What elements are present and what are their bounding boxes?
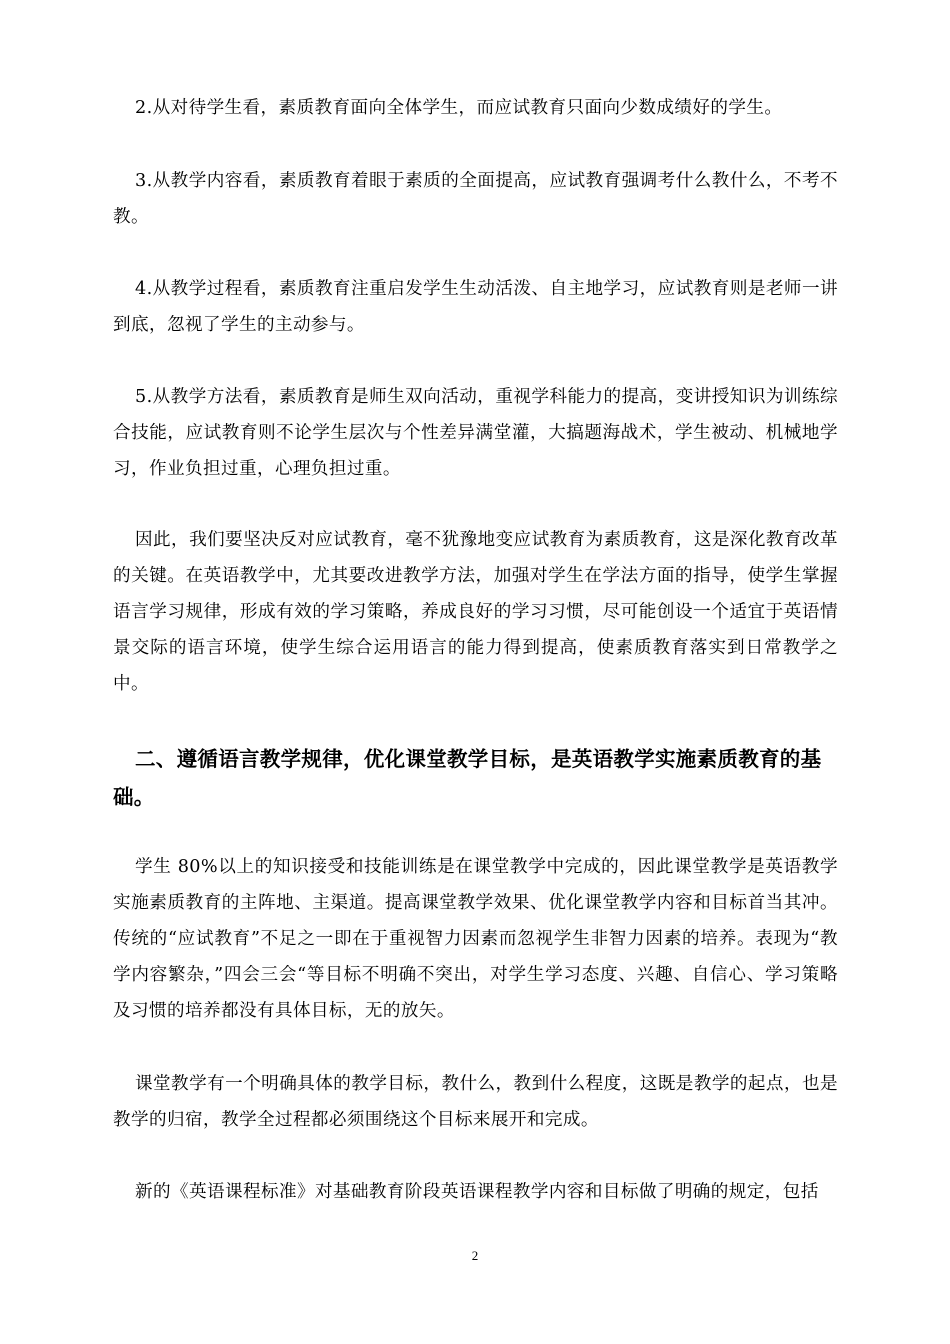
paragraph-classroom-teaching: 学生 80%以上的知识接受和技能训练是在课堂教学中完成的，因此课堂教学是英语教学实施素质教育的主阵地、主渠道。提高课堂教学效果、优化课堂教学内容和目标首当其冲。传统的“应试教育”不足之一即在于重视智力因素而忽视学生非智力因素的培养。表现为“教学内容繁杂，”四会三会“等目标不明确不突出，对学生学习态度、兴趣、自信心、学习策略及习惯的培养都没有具体目标，无的放矢。 xyxy=(113,857,838,1021)
page-number: 2 xyxy=(471,1248,479,1263)
paragraph-point-5: 5.从教学方法看，素质教育是师生双向活动，重视学科能力的提高，变讲授知识为训练综合技能，应试教育则不论学生层次与个性差异满堂灌，大搞题海战术，学生被动、机械地学习，作业负担过重，心理负担过重。 xyxy=(113,387,838,479)
paragraph-point-2: 2.从对待学生看，素质教育面向全体学生，而应试教育只面向少数成绩好的学生。 xyxy=(135,98,783,118)
paragraph-teaching-goal: 课堂教学有一个明确具体的教学目标，教什么，教到什么程度，这既是教学的起点，也是教学的归宿，教学全过程都必须围绕这个目标来展开和完成。 xyxy=(113,1074,838,1130)
paragraph-point-3: 3.从教学内容看，素质教育着眼于素质的全面提高，应试教育强调考什么教什么，不考不教。 xyxy=(113,171,838,227)
paragraph-curriculum-standard: 新的《英语课程标准》对基础教育阶段英语课程教学内容和目标做了明确的规定，包括 xyxy=(135,1182,819,1202)
section-heading: 二、遵循语言教学规律，优化课堂教学目标，是英语教学实施素质教育的基础。 xyxy=(113,747,822,809)
paragraph-conclusion: 因此，我们要坚决反对应试教育，毫不犹豫地变应试教育为素质教育，这是深化教育改革的关键。在英语教学中，尤其要改进教学方法，加强对学生在学法方面的指导，使学生掌握语言学习规律，形成有效的学习策略，养成良好的学习习惯，尽可能创设一个适宜于英语情景交际的语言环境，使学生综合运用语言的能力得到提高，使素质教育落实到日常教学之中。 xyxy=(113,530,838,694)
paragraph-point-4: 4.从教学过程看，素质教育注重启发学生生动活泼、自主地学习，应试教育则是老师一讲到底，忽视了学生的主动参与。 xyxy=(113,279,838,335)
